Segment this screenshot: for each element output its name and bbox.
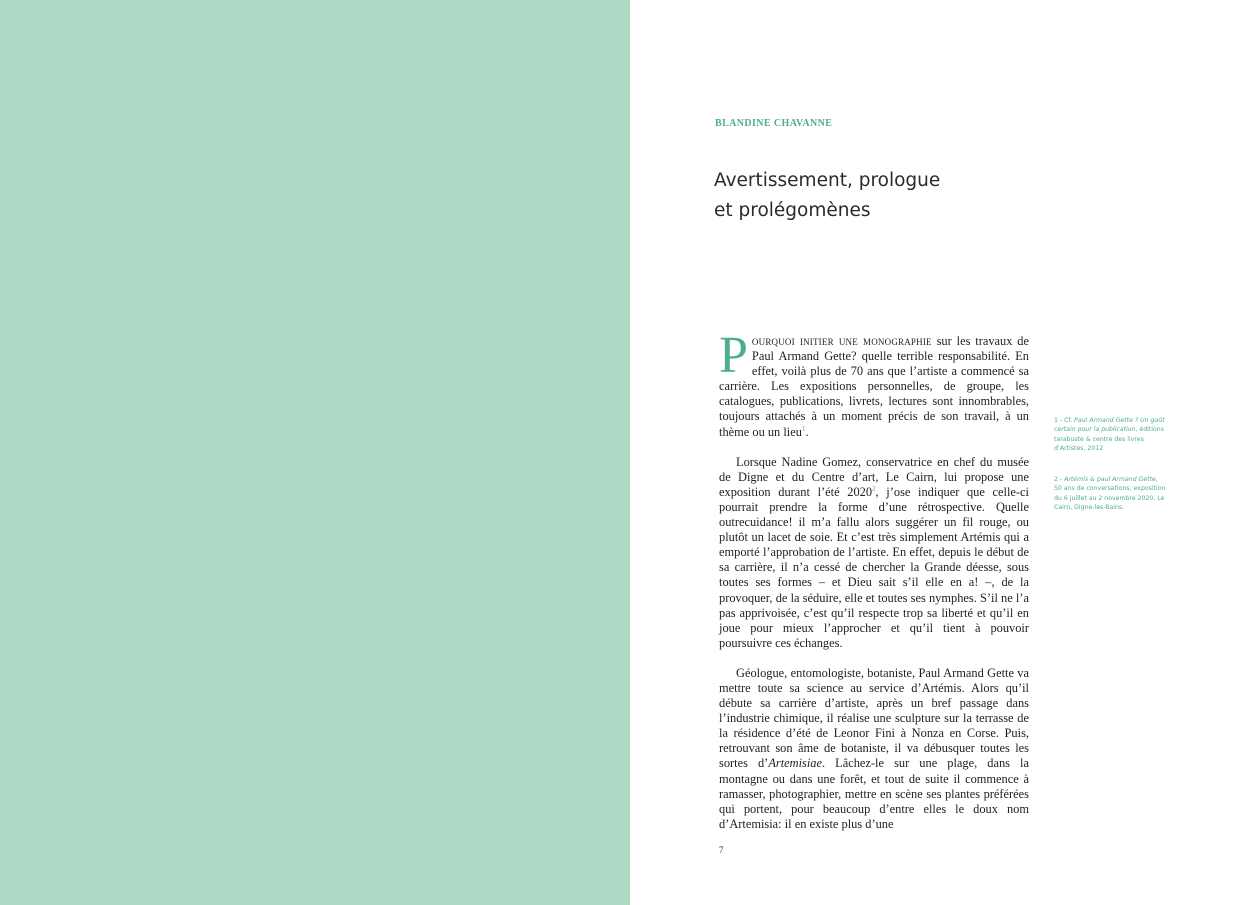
page-number: 7: [719, 845, 724, 855]
right-page: [630, 0, 1259, 905]
paragraph-3-after: . Lâchez-le sur une plage, dans la montagne ou dans une forêt, et tout de suite il commence à ramasser, photographier, mettre en scène ses plantes préférées qui portent, pour beaucoup d’entre elles le doux nom d’Artemisia: il en existe plus d’une: [719, 756, 1029, 831]
paragraph-2-after: , j’ose indiquer que celle-ci pourrait prendre la forme d’une rétrospective. Quelle outrecuidance! il m’a fallu alors suggérer un fil rouge, ou plutôt un lacet de soie. Et c’est très simplement Artémis qui a emporté l’approbation de l’artiste. En effet, depuis le début de sa carrière, il n’a cessé de chercher la Grande déesse, sous toutes ses formes – et Dieu sait s’il elle en a! –, de la provoquer, de la séduire, elle et toutes ses nymphes. S’il ne l’a pas apprivoisée, c’est qu’il respecte trop sa liberté et qu’il en joue pour mieux l’approcher et qu’il tient à pouvoir poursuivre ces échanges.: [719, 484, 1029, 650]
footnote-2-suffix: , 50 ans de conversations, exposition du 6 juillet au 2 novembre 2020, Le Cairn, Digne-les-Bains.: [1054, 476, 1166, 512]
paragraph-2-before: Lorsque Nadine Gomez, conservatrice en chef du musée de Digne et du Centre d’art, Le Cairn, lui propose une exposition durant l’été 2020: [719, 454, 1029, 499]
drop-cap: P: [719, 327, 748, 384]
paragraph-2: [719, 455, 1029, 651]
title-line-2: et prolégomènes: [714, 200, 871, 221]
footnote-1-prefix: 1 - Cf.: [1054, 417, 1075, 424]
author-name: BLANDINE CHAVANNE: [715, 118, 833, 129]
margin-notes: [1054, 416, 1166, 534]
footnote-2-italic: Artémis & paul Armand Gette: [1064, 476, 1156, 484]
paragraph-1-end: .: [805, 424, 809, 439]
small-caps-lead: ourquoi initier une monographie: [751, 334, 932, 348]
paragraph-3: [719, 666, 1029, 832]
footnote-1-italic: Paul Armand Gette ? Un goût certain pour la publication: [1054, 417, 1165, 434]
footnote-ref-2: 2: [872, 484, 876, 493]
paragraph-3-before: Géologue, entomologiste, botaniste, Paul Armand Gette va mettre toute sa science au service d’Artémis. Alors qu’il débute sa carrière d’artiste, après un bref passage dans l’industrie chimique, il réalise une sculpture sur la terrasse de la résidence d’été de Leonor Fini à Nonza en Corse. Puis, retrouvant son âme de botaniste, il va débusquer toutes les sortes d’: [719, 665, 1029, 771]
footnote-1-suffix: , éditions tarabuste & centre des livres d’Artistes, 2012: [1054, 426, 1164, 452]
paragraph-3-italic: Artemisiae: [768, 756, 822, 771]
footnote-2: [1054, 475, 1166, 512]
title-line-1: Avertissement, prologue: [714, 170, 941, 191]
paragraph-1: [719, 327, 1029, 440]
body-text: [719, 327, 1029, 847]
footnote-2-prefix: 2 -: [1054, 476, 1065, 484]
paragraph-1-text: sur les travaux de Paul Armand Gette? quelle terrible responsabilité. En effet, voilà plus de 70 ans que l’artiste a commencé sa carrière. Les expositions personnelles, de groupe, les catalogues, publications, livrets, lectures sont innombrables, toujours attachés à un moment précis de son travail, à un thème ou un lieu: [719, 334, 1029, 439]
footnote-ref-1: 1: [801, 424, 806, 433]
footnote-1: [1054, 416, 1166, 453]
chapter-title: [714, 166, 1034, 226]
